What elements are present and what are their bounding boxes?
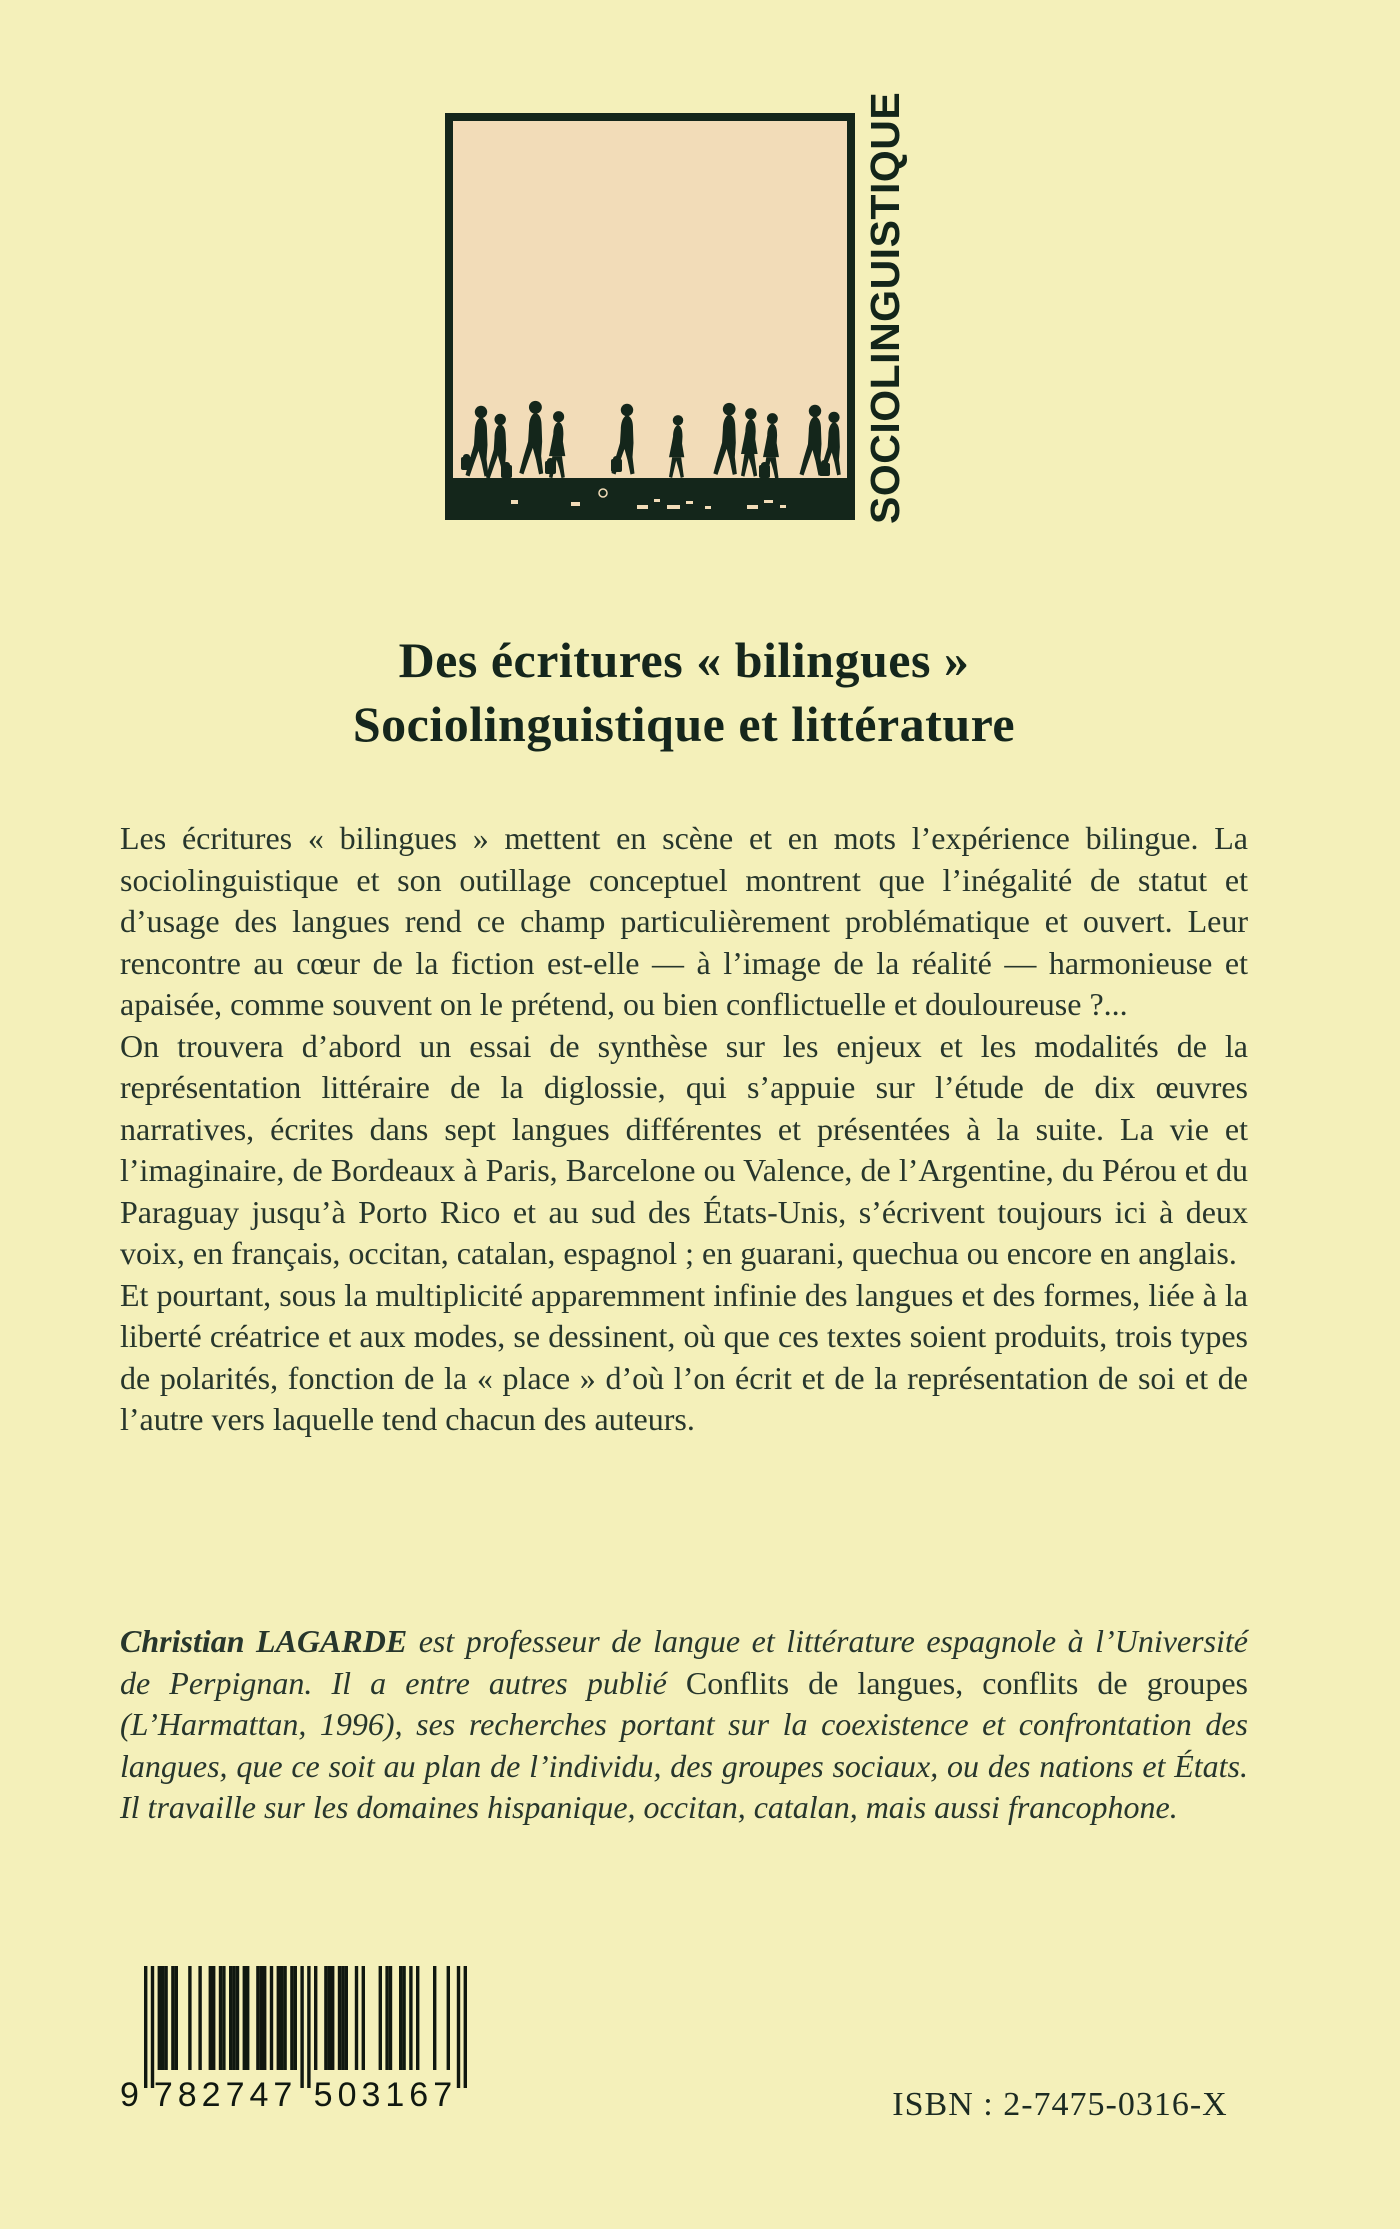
svg-text:782747: 782747	[153, 2076, 298, 2114]
isbn-label: ISBN : 2-7475-0316-X	[892, 2086, 1228, 2123]
svg-text:9: 9	[120, 2076, 144, 2114]
cover-illustration-box	[445, 113, 855, 520]
synopsis-paragraph: Les écritures « bilingues » mettent en scène et en mots l’expérience bilingue. La sociolinguistique et son outillage conceptuel montrent que l’inégalité de statut et d’usage des langues rend ce champ particulièrement problématique et ouvert. Leur rencontre au cœur de la fiction est-elle — à l’image de la réalité — harmonieuse et apaisée, comme souvent on le prétend, ou bien conflictuelle et douloureuse ?...	[120, 820, 1248, 1022]
synopsis-paragraph: On trouvera d’abord un essai de synthèse sur les enjeux et les modalités de la représentation littéraire de la diglossie, qui s’appuie sur l’étude de dix œuvres narratives, écrites dans sept langues différentes et présentées à la suite. La vie et l’imaginaire, de Bordeaux à Paris, Barcelone ou Valence, de l’Argentine, du Pérou et du Paraguay jusqu’à Porto Rico et au sud des États-Unis, s’écrivent toujours ici à deux voix, en français, occitan, catalan, espagnol ; en guarani, quechua ou encore en anglais.	[120, 1027, 1248, 1271]
cited-book-title: Conflits de langues, conflits de groupes	[685, 1664, 1249, 1701]
book-title-line2: Sociolinguistique et littérature	[352, 696, 1016, 752]
book-title-line1: Des écritures « bilingues »	[398, 632, 970, 688]
svg-text:503167: 503167	[313, 2076, 458, 2114]
author-bio	[120, 1621, 1248, 1829]
bio-text-after-title: (L’Harmattan, 1996), ses recherches portant sur la coexistence et confrontation des langues, que ce soit au plan de l’individu, des groupes sociaux, ou des nations et États. Il travaille sur les domaines hispanique, occitan, catalan, mais aussi francophone.	[120, 1706, 1248, 1825]
ean13-barcode	[118, 1966, 498, 2126]
synopsis	[120, 818, 1248, 1441]
synopsis-paragraph: Et pourtant, sous la multiplicité apparemment infinie des langues et des formes, liée à la liberté créatrice et aux modes, se dessinent, où que ces textes soient produits, trois types de polarités, fonction de la « place » d’où l’on écrit et de la représentation de soi et de l’autre vers laquelle tend chacun des auteurs.	[120, 1276, 1248, 1437]
walking-people-illustration	[453, 121, 847, 512]
series-label: SOCIOLINGUISTIQUE	[862, 91, 908, 524]
book-title	[120, 628, 1248, 756]
bio-text-before-title: est professeur de langue et littérature espagnole à l’Université de Perpignan. Il a entre autres publié	[120, 1623, 1248, 1701]
author-name: Christian LAGARDE	[120, 1623, 408, 1659]
